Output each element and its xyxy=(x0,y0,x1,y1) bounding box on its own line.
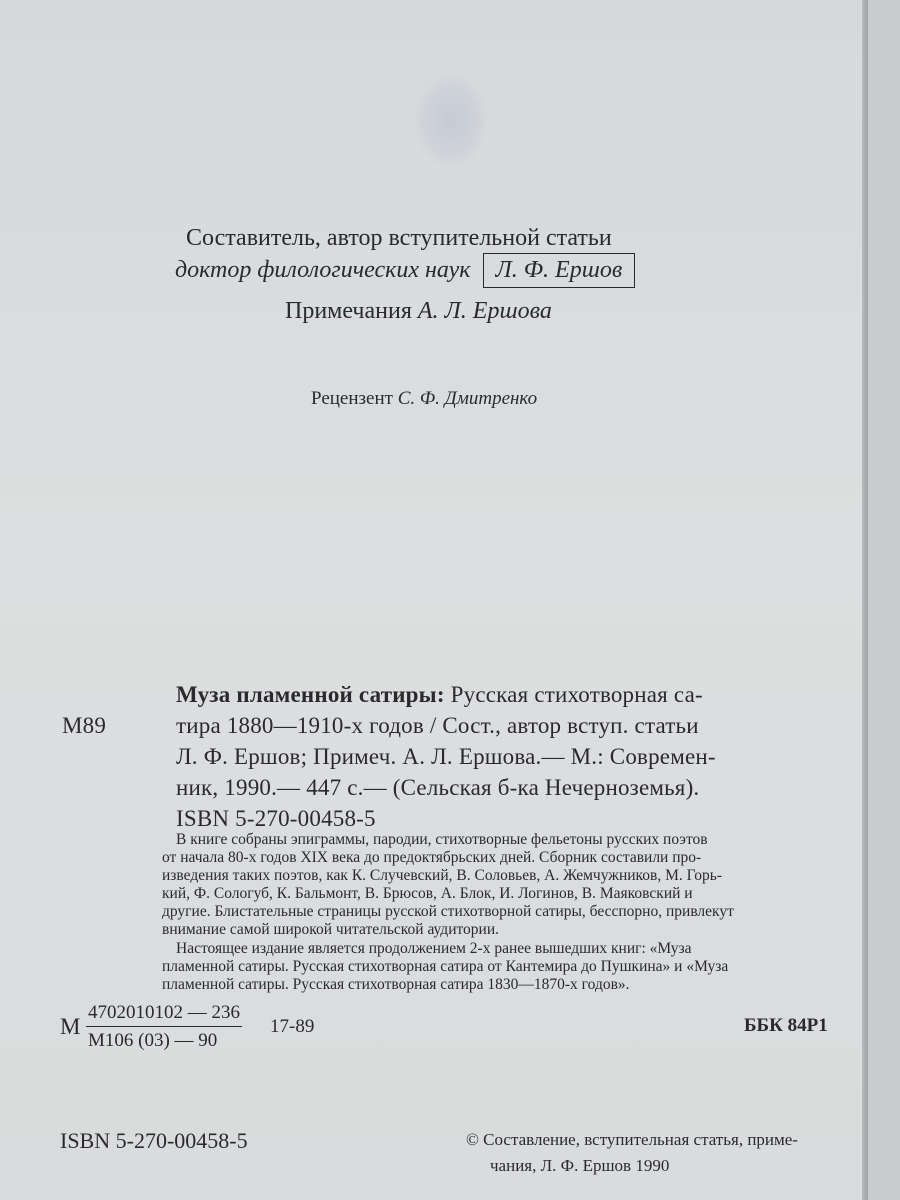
notes-author: А. Л. Ершова xyxy=(417,298,552,324)
compiler-line xyxy=(186,226,612,250)
compiler-text: Составитель, автор вступительной статьи xyxy=(186,225,612,251)
degree-text: доктор филологических наук xyxy=(175,257,471,283)
bbk-code: ББК 84Р1 xyxy=(744,1015,828,1036)
index-letter: М xyxy=(60,1014,81,1039)
catalog-line-2: тира 1880—1910-х годов / Сост., автор вступ. статьи xyxy=(176,713,699,738)
catalog-line-1-rest: Русская стихотворная са- xyxy=(450,682,703,707)
copyright-line-2: чания, Л. Ф. Ершов 1990 xyxy=(490,1156,670,1175)
catalog-title: Муза пламенной сатиры: xyxy=(176,682,445,707)
index-fraction xyxy=(86,1002,242,1052)
annotation-line: В книге собраны эпиграммы, пародии, стихотворные фельетоны русских поэтов xyxy=(176,831,708,848)
catalog-line-3: Л. Ф. Ершов; Примеч. А. Л. Ершова.— М.: Современ- xyxy=(176,744,716,769)
annotation-line: внимание самой широкой читательской аудитории. xyxy=(162,921,500,938)
index-suffix: 17-89 xyxy=(270,1016,315,1037)
annotation-line: пламенной сатиры. Русская стихотворная сатира 1830—1870-х годов». xyxy=(162,976,630,993)
index-numerator: 4702010102 — 236 xyxy=(86,1002,242,1027)
copyright-line-1: © Составление, вступительная статья, приме- xyxy=(466,1130,798,1149)
notes-line xyxy=(285,299,552,323)
index-denominator: М106 (03) — 90 xyxy=(88,1030,218,1051)
catalog-code: М89 xyxy=(62,713,107,738)
author-boxed: Л. Ф. Ершов xyxy=(483,253,636,288)
footer-isbn: ISBN 5-270-00458-5 xyxy=(60,1128,248,1153)
reviewer-line xyxy=(311,389,537,408)
catalog-isbn: ISBN 5-270-00458-5 xyxy=(176,806,376,831)
annotation-line: кий, Ф. Сологуб, К. Бальмонт, В. Брюсов, А. Блок, И. Логинов, В. Маяковский и xyxy=(162,885,693,902)
catalog-line-4: ник, 1990.— 447 с.— (Сельская б-ка Нечерноземья). xyxy=(176,775,700,800)
neighbor-page xyxy=(868,0,900,1200)
catalog-line-1 xyxy=(176,683,703,706)
reviewer-label: Рецензент xyxy=(311,388,393,409)
degree-line xyxy=(175,258,635,282)
annotation-line: от начала 80-х годов XIX века до предоктябрьских дней. Сборник составили про- xyxy=(162,849,702,866)
library-stamp xyxy=(415,75,487,167)
annotation-line: пламенной сатиры. Русская стихотворная сатира от Кантемира до Пушкина» и «Муза xyxy=(162,958,729,975)
annotation-line: изведения таких поэтов, как К. Случевский, В. Соловьев, А. Жемчужников, М. Горь- xyxy=(162,867,722,884)
reviewer-name: С. Ф. Дмитренко xyxy=(397,388,538,409)
annotation-line: другие. Блистательные страницы русской стихотворной сатиры, бесспорно, привлекут xyxy=(162,903,734,920)
annotation-line: Настоящее издание является продолжением 2-х ранее вышедших книг: «Муза xyxy=(176,940,692,957)
notes-label: Примечания xyxy=(285,298,412,324)
